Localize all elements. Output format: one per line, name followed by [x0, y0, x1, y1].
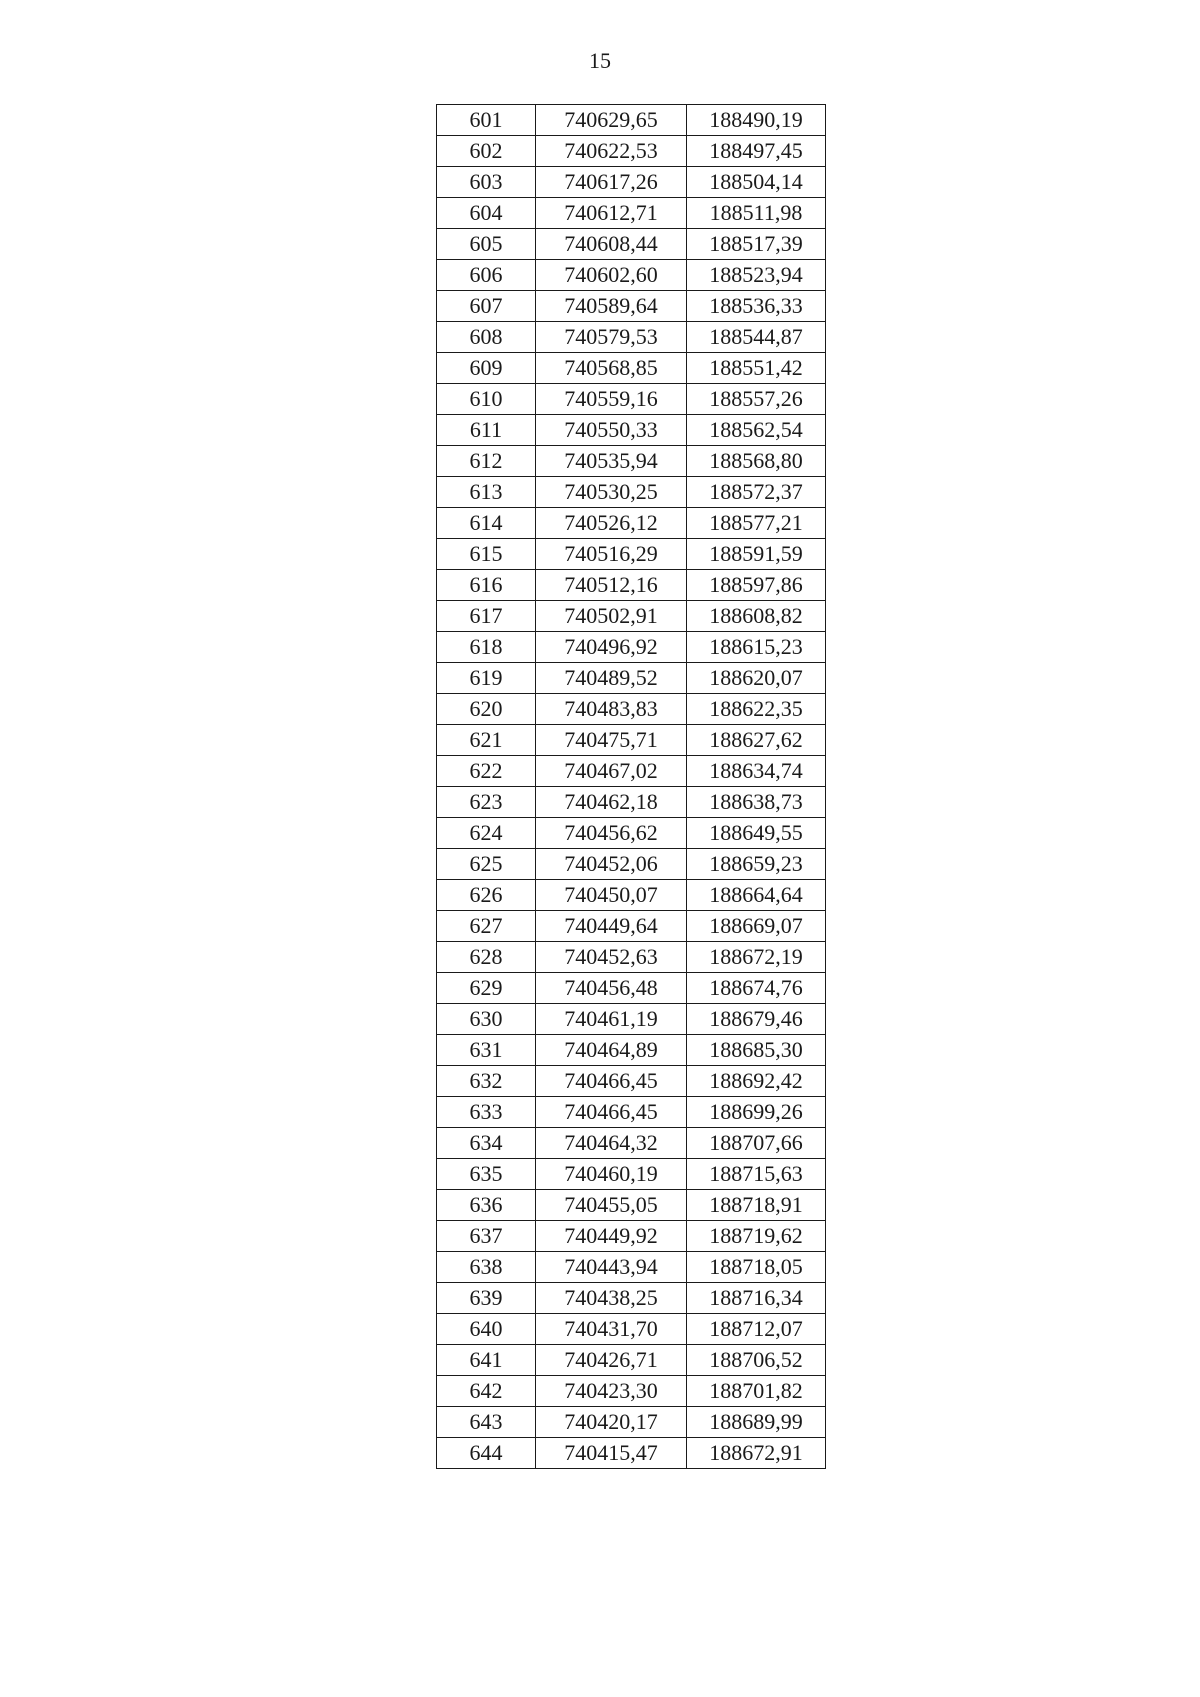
y-coordinate-cell: 188679,46 [687, 1004, 826, 1035]
table-row [437, 198, 826, 229]
x-coordinate-cell: 740550,33 [536, 415, 687, 446]
table-row [437, 601, 826, 632]
point-number-cell: 639 [437, 1283, 536, 1314]
point-number-cell: 622 [437, 756, 536, 787]
x-coordinate-cell: 740568,85 [536, 353, 687, 384]
x-coordinate-cell: 740526,12 [536, 508, 687, 539]
point-number-cell: 635 [437, 1159, 536, 1190]
table-row [437, 105, 826, 136]
point-number-cell: 638 [437, 1252, 536, 1283]
coordinates-table [436, 104, 826, 1469]
table-row [437, 1314, 826, 1345]
x-coordinate-cell: 740496,92 [536, 632, 687, 663]
table-row [437, 756, 826, 787]
y-coordinate-cell: 188712,07 [687, 1314, 826, 1345]
table-row [437, 1221, 826, 1252]
y-coordinate-cell: 188699,26 [687, 1097, 826, 1128]
point-number-cell: 637 [437, 1221, 536, 1252]
table-row [437, 632, 826, 663]
x-coordinate-cell: 740449,64 [536, 911, 687, 942]
point-number-cell: 621 [437, 725, 536, 756]
x-coordinate-cell: 740466,45 [536, 1066, 687, 1097]
x-coordinate-cell: 740516,29 [536, 539, 687, 570]
point-number-cell: 631 [437, 1035, 536, 1066]
x-coordinate-cell: 740608,44 [536, 229, 687, 260]
point-number-cell: 615 [437, 539, 536, 570]
x-coordinate-cell: 740489,52 [536, 663, 687, 694]
x-coordinate-cell: 740452,06 [536, 849, 687, 880]
point-number-cell: 617 [437, 601, 536, 632]
x-coordinate-cell: 740589,64 [536, 291, 687, 322]
x-coordinate-cell: 740617,26 [536, 167, 687, 198]
x-coordinate-cell: 740467,02 [536, 756, 687, 787]
table-row [437, 260, 826, 291]
point-number-cell: 610 [437, 384, 536, 415]
x-coordinate-cell: 740466,45 [536, 1097, 687, 1128]
point-number-cell: 643 [437, 1407, 536, 1438]
x-coordinate-cell: 740426,71 [536, 1345, 687, 1376]
point-number-cell: 640 [437, 1314, 536, 1345]
table-row [437, 1066, 826, 1097]
page-number: 15 [589, 48, 611, 73]
table-row [437, 1097, 826, 1128]
y-coordinate-cell: 188638,73 [687, 787, 826, 818]
point-number-cell: 626 [437, 880, 536, 911]
point-number-cell: 611 [437, 415, 536, 446]
y-coordinate-cell: 188523,94 [687, 260, 826, 291]
table-row [437, 849, 826, 880]
table-row [437, 1407, 826, 1438]
table-row [437, 663, 826, 694]
point-number-cell: 632 [437, 1066, 536, 1097]
point-number-cell: 606 [437, 260, 536, 291]
y-coordinate-cell: 188669,07 [687, 911, 826, 942]
x-coordinate-cell: 740629,65 [536, 105, 687, 136]
y-coordinate-cell: 188707,66 [687, 1128, 826, 1159]
table-row [437, 291, 826, 322]
table-row [437, 973, 826, 1004]
x-coordinate-cell: 740612,71 [536, 198, 687, 229]
y-coordinate-cell: 188706,52 [687, 1345, 826, 1376]
x-coordinate-cell: 740438,25 [536, 1283, 687, 1314]
x-coordinate-cell: 740455,05 [536, 1190, 687, 1221]
table-row [437, 539, 826, 570]
table-row [437, 880, 826, 911]
y-coordinate-cell: 188622,35 [687, 694, 826, 725]
x-coordinate-cell: 740462,18 [536, 787, 687, 818]
table-row [437, 1376, 826, 1407]
point-number-cell: 644 [437, 1438, 536, 1469]
x-coordinate-cell: 740512,16 [536, 570, 687, 601]
y-coordinate-cell: 188504,14 [687, 167, 826, 198]
point-number-cell: 605 [437, 229, 536, 260]
x-coordinate-cell: 740502,91 [536, 601, 687, 632]
table-row [437, 1128, 826, 1159]
table-row [437, 1438, 826, 1469]
point-number-cell: 602 [437, 136, 536, 167]
y-coordinate-cell: 188568,80 [687, 446, 826, 477]
table-row [437, 1345, 826, 1376]
point-number-cell: 609 [437, 353, 536, 384]
y-coordinate-cell: 188672,91 [687, 1438, 826, 1469]
point-number-cell: 625 [437, 849, 536, 880]
y-coordinate-cell: 188608,82 [687, 601, 826, 632]
table-row [437, 725, 826, 756]
table-row [437, 508, 826, 539]
table-row [437, 818, 826, 849]
x-coordinate-cell: 740420,17 [536, 1407, 687, 1438]
table-row [437, 1252, 826, 1283]
y-coordinate-cell: 188562,54 [687, 415, 826, 446]
x-coordinate-cell: 740602,60 [536, 260, 687, 291]
y-coordinate-cell: 188597,86 [687, 570, 826, 601]
point-number-cell: 630 [437, 1004, 536, 1035]
point-number-cell: 627 [437, 911, 536, 942]
point-number-cell: 623 [437, 787, 536, 818]
y-coordinate-cell: 188591,59 [687, 539, 826, 570]
table-row [437, 353, 826, 384]
table-row [437, 136, 826, 167]
point-number-cell: 613 [437, 477, 536, 508]
x-coordinate-cell: 740461,19 [536, 1004, 687, 1035]
y-coordinate-cell: 188716,34 [687, 1283, 826, 1314]
y-coordinate-cell: 188490,19 [687, 105, 826, 136]
y-coordinate-cell: 188634,74 [687, 756, 826, 787]
point-number-cell: 624 [437, 818, 536, 849]
y-coordinate-cell: 188517,39 [687, 229, 826, 260]
y-coordinate-cell: 188672,19 [687, 942, 826, 973]
table-row [437, 446, 826, 477]
table-row [437, 1283, 826, 1314]
point-number-cell: 614 [437, 508, 536, 539]
point-number-cell: 616 [437, 570, 536, 601]
table-row [437, 787, 826, 818]
x-coordinate-cell: 740535,94 [536, 446, 687, 477]
y-coordinate-cell: 188692,42 [687, 1066, 826, 1097]
point-number-cell: 601 [437, 105, 536, 136]
point-number-cell: 604 [437, 198, 536, 229]
y-coordinate-cell: 188536,33 [687, 291, 826, 322]
x-coordinate-cell: 740559,16 [536, 384, 687, 415]
table-row [437, 167, 826, 198]
table-row [437, 229, 826, 260]
point-number-cell: 636 [437, 1190, 536, 1221]
point-number-cell: 619 [437, 663, 536, 694]
coordinates-table-body [437, 105, 826, 1469]
point-number-cell: 618 [437, 632, 536, 663]
y-coordinate-cell: 188620,07 [687, 663, 826, 694]
table-row [437, 1159, 826, 1190]
point-number-cell: 642 [437, 1376, 536, 1407]
point-number-cell: 620 [437, 694, 536, 725]
table-row [437, 477, 826, 508]
y-coordinate-cell: 188664,64 [687, 880, 826, 911]
y-coordinate-cell: 188715,63 [687, 1159, 826, 1190]
x-coordinate-cell: 740456,48 [536, 973, 687, 1004]
y-coordinate-cell: 188689,99 [687, 1407, 826, 1438]
point-number-cell: 641 [437, 1345, 536, 1376]
x-coordinate-cell: 740622,53 [536, 136, 687, 167]
table-row [437, 322, 826, 353]
x-coordinate-cell: 740415,47 [536, 1438, 687, 1469]
x-coordinate-cell: 740530,25 [536, 477, 687, 508]
point-number-cell: 612 [437, 446, 536, 477]
y-coordinate-cell: 188701,82 [687, 1376, 826, 1407]
y-coordinate-cell: 188718,91 [687, 1190, 826, 1221]
x-coordinate-cell: 740456,62 [536, 818, 687, 849]
table-row [437, 415, 826, 446]
point-number-cell: 633 [437, 1097, 536, 1128]
table-row [437, 694, 826, 725]
x-coordinate-cell: 740423,30 [536, 1376, 687, 1407]
table-row [437, 1190, 826, 1221]
x-coordinate-cell: 740443,94 [536, 1252, 687, 1283]
y-coordinate-cell: 188685,30 [687, 1035, 826, 1066]
x-coordinate-cell: 740460,19 [536, 1159, 687, 1190]
table-row [437, 911, 826, 942]
y-coordinate-cell: 188627,62 [687, 725, 826, 756]
y-coordinate-cell: 188577,21 [687, 508, 826, 539]
table-row [437, 1035, 826, 1066]
y-coordinate-cell: 188674,76 [687, 973, 826, 1004]
point-number-cell: 607 [437, 291, 536, 322]
y-coordinate-cell: 188718,05 [687, 1252, 826, 1283]
x-coordinate-cell: 740431,70 [536, 1314, 687, 1345]
y-coordinate-cell: 188649,55 [687, 818, 826, 849]
point-number-cell: 608 [437, 322, 536, 353]
table-row [437, 942, 826, 973]
y-coordinate-cell: 188719,62 [687, 1221, 826, 1252]
table-row [437, 570, 826, 601]
point-number-cell: 634 [437, 1128, 536, 1159]
x-coordinate-cell: 740464,32 [536, 1128, 687, 1159]
point-number-cell: 629 [437, 973, 536, 1004]
x-coordinate-cell: 740579,53 [536, 322, 687, 353]
y-coordinate-cell: 188572,37 [687, 477, 826, 508]
table-row [437, 384, 826, 415]
y-coordinate-cell: 188551,42 [687, 353, 826, 384]
y-coordinate-cell: 188511,98 [687, 198, 826, 229]
x-coordinate-cell: 740475,71 [536, 725, 687, 756]
y-coordinate-cell: 188659,23 [687, 849, 826, 880]
y-coordinate-cell: 188615,23 [687, 632, 826, 663]
x-coordinate-cell: 740449,92 [536, 1221, 687, 1252]
y-coordinate-cell: 188557,26 [687, 384, 826, 415]
x-coordinate-cell: 740450,07 [536, 880, 687, 911]
y-coordinate-cell: 188544,87 [687, 322, 826, 353]
x-coordinate-cell: 740452,63 [536, 942, 687, 973]
x-coordinate-cell: 740464,89 [536, 1035, 687, 1066]
table-row [437, 1004, 826, 1035]
y-coordinate-cell: 188497,45 [687, 136, 826, 167]
x-coordinate-cell: 740483,83 [536, 694, 687, 725]
point-number-cell: 603 [437, 167, 536, 198]
point-number-cell: 628 [437, 942, 536, 973]
